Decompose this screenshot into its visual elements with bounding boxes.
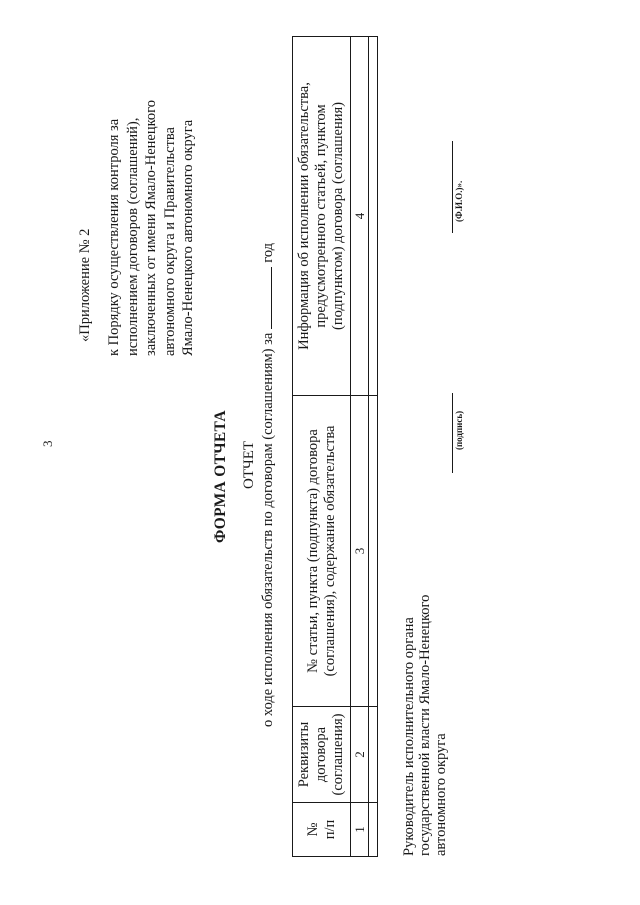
signature-block [401, 595, 449, 856]
signature-line: Руководитель исполнительного органа [401, 617, 417, 856]
report-subtitle-year: год [260, 242, 276, 263]
signature-line: автономного округа [433, 733, 449, 856]
page-number: 3 [40, 440, 55, 447]
signature-label: (подпись) [454, 410, 464, 450]
header-cell-article: № статьи, пункта (подпункта) договора (соглашения), содержание обязательства [293, 396, 351, 707]
column-number-cell: 4 [351, 37, 369, 396]
table-empty-row [369, 37, 378, 857]
appendix-line: Ямало-Ненецкого автономного округа [180, 119, 196, 356]
signature-field-line [452, 393, 453, 473]
appendix-line: к Порядку осуществления контроля за [106, 118, 122, 356]
appendix-line: автономного округа и Правительства [161, 127, 178, 356]
name-field-line [452, 141, 453, 233]
appendix-line: заключенных от имени Ямало-Ненецкого [143, 99, 159, 356]
report-title: ОТЧЕТ [241, 440, 257, 489]
column-number-cell: 3 [351, 396, 369, 707]
header-cell-number: № п/п [293, 803, 351, 857]
appendix-line: исполнением договоров (соглашений), [124, 117, 141, 356]
report-table [292, 36, 378, 857]
appendix-title: «Приложение № 2 [77, 228, 93, 342]
report-subtitle-text: о ходе исполнения обязательств по договорам (соглашениям) за [260, 332, 276, 727]
table-header-row [293, 37, 351, 857]
form-title: ФОРМА ОТЧЕТА [212, 410, 229, 543]
column-number-cell: 2 [351, 707, 369, 803]
report-subtitle [259, 243, 277, 727]
header-cell-info: Информация об исполнении обязательства, предусмотренного статьей, пунктом (подпунктом) договора (соглашения) [293, 37, 351, 396]
signature-line: государственной власти Ямало-Ненецкого [417, 594, 433, 856]
column-number-cell: 1 [351, 803, 369, 857]
appendix-body [105, 100, 198, 356]
year-blank-line [259, 267, 272, 329]
name-label: (Ф.И.О.)». [454, 180, 464, 222]
table-number-row [351, 37, 369, 857]
header-cell-requisites: Реквизиты договора (соглашения) [293, 707, 351, 803]
